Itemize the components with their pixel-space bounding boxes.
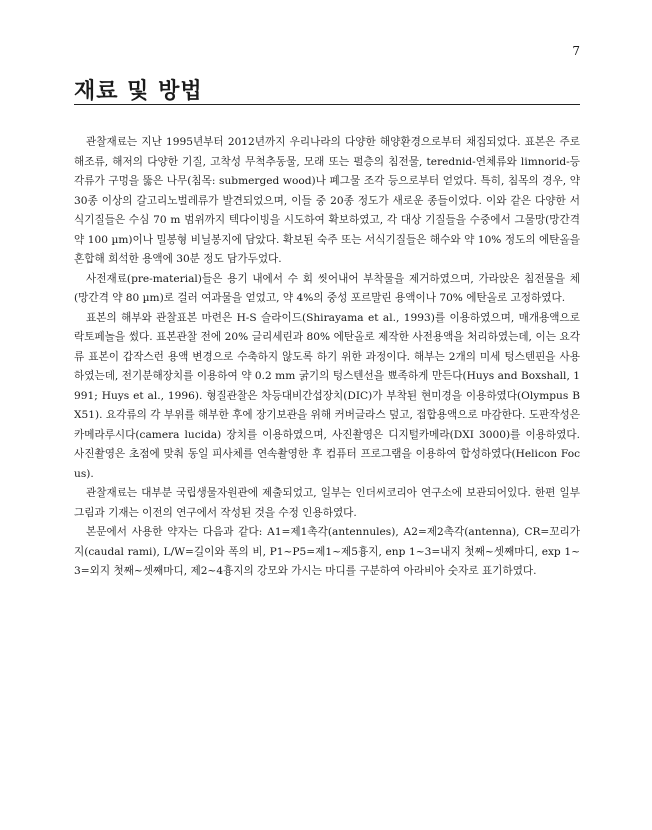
paragraph-materials: 관찰재료는 지난 1995년부터 2012년까지 우리나라의 다양한 해양환경으로부터 채집되었다. 표본은 주로 해조류, 해저의 다양한 기질, 고착성 무척추동물, 모래 또는 펄층의 침전물, terednid-연체류와 limnorid-등각류가 구멍을 뚫은 나무(침목: submerged wood)나 폐그물 조각 등으로부터 얻었다. 특히, 침목의 경우, 약 30종 이상의 갈고리노벌레류가 발견되었으며, 이들 중 20종 정도가 새로운 종들이었다. 이와 같은 다양한 서식기질들은 수심 70 m 범위까지 텍다이빙을 시도하여 확보하였고, 각 대상 기질들을 수중에서 그물망(망간격 약 100 µm)이나 밀봉형 비닐봉지에 담았다. 확보된 숙주 또는 서식기질들은 해수와 약 10% 정도의 에탄올을 혼합해 희석한 용액에 30분 정도 담가두었다. xyxy=(74,136,580,265)
paragraph-dissection: 표본의 해부와 관찰표본 마련은 H-S 슬라이드(Shirayama et al., 1993)를 이용하였으며, 매개용액으로 락토페놀을 썼다. 표본관찰 전에 20% 글리세린과 80% 에탄올로 제작한 사전용액을 처리하였는데, 이는 요각류 표본이 갑작스런 용액 변경으로 수축하지 않도록 하기 위한 과정이다. 해부는 2개의 미세 텅스텐핀을 사용하였는데, 전기분해장치를 이용하여 약 0.2 mm 굵기의 텅스텐선을 뾰족하게 만든다(Huys and Boxshall, 1991; Huys et al., 1996). 형질관찰은 차등대비간섭장치(DIC)가 부착된 현미경을 이용하였다(Olympus BX51). 요각류의 각 부위를 해부한 후에 장기보관을 위해 커버글라스 덮고, 접합용액으로 마감한다. 도판작성은 카메라루시다(camera lucida) 장치를 이용하였으며, 사진촬영은 디지털카메라(DXI 3000)를 이용하였다. 사진촬영은 초점에 맞춰 동일 피사체를 연속촬영한 후 컴퓨터 프로그램을 이용하여 합성하였다(Helicon Focus). xyxy=(74,311,580,480)
body-text xyxy=(74,133,580,582)
page-number: 7 xyxy=(572,44,580,58)
paragraph-deposit: 관찰재료는 대부분 국립생물자원관에 제출되었고, 일부는 인더씨코리아 연구소에 보관되어있다. 한편 일부 그림과 기재는 이전의 연구에서 작성된 것을 수정 인용하였다. xyxy=(74,487,580,519)
section-title: 재료 및 방법 xyxy=(74,79,203,104)
paragraph-abbreviations: 본문에서 사용한 약자는 다음과 같다: A1=제1촉각(antennules), A2=제2촉각(antenna), CR=꼬리가지(caudal rami), L/W=길이와 폭의 비, P1~P5=제1~제5흉지, enp 1~3=내지 첫째~셋째마디, exp 1~3=외지 첫째~셋째마디, 제2~4흉지의 강모와 가시는 마디를 구분하여 아라비아 숫자로 표기하였다. xyxy=(74,526,580,577)
paragraph-pre-material: 사전재료(pre-material)들은 용기 내에서 수 회 씻어내어 부착물을 제거하였으며, 가라앉은 침전물을 체(망간격 약 80 µm)로 걸러 여과물을 얻었고, 약 4%의 중성 포르말린 용액이나 70% 에탄올로 고정하였다. xyxy=(74,272,580,304)
title-rule xyxy=(74,104,580,105)
